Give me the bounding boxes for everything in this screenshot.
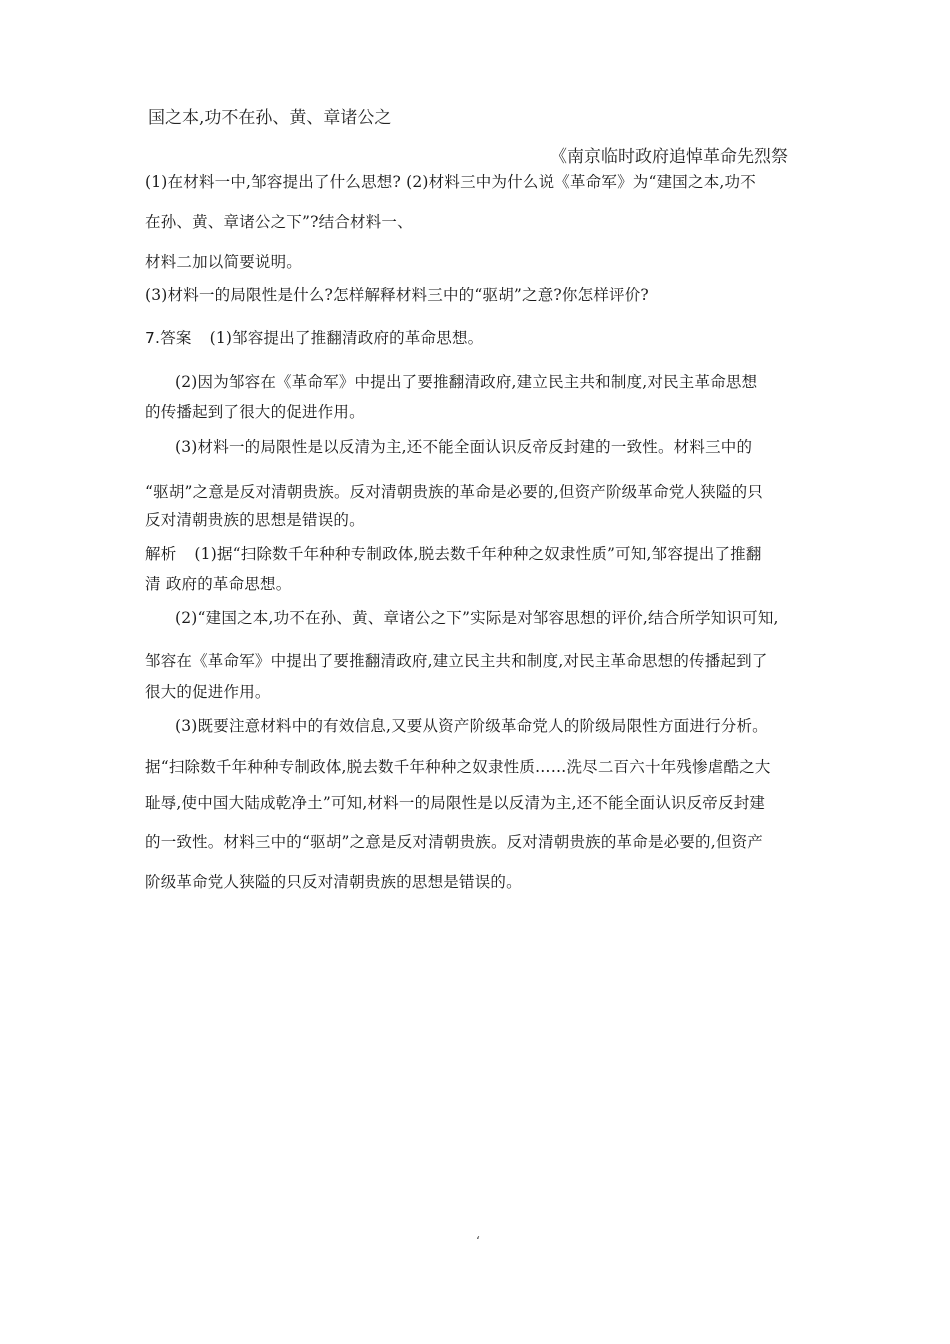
answer-text-1: (1)邹容提出了推翻清政府的革命思想。	[209, 329, 484, 347]
clipped-header-text: 国之本,功不在孙、黄、章诸公之	[148, 108, 392, 128]
question-line-2: 在孙、黄、章诸公之下”?结合材料一、	[145, 213, 413, 231]
analysis-label: 解析	[145, 545, 177, 563]
analysis-3-line-3: 耻辱,使中国大陆成乾净土”可知,材料一的局限性是以反清为主,还不能全面认识反帝反封建	[145, 794, 766, 812]
answer-2-line-1: (2)因为邹容在《革命军》中提出了要推翻清政府,建立民主共和制度,对民主革命思想	[175, 373, 758, 391]
answer-line-1	[145, 328, 483, 348]
answer-3-line-2: “驱胡”之意是反对清朝贵族。反对清朝贵族的革命是必要的,但资产阶级革命党人狭隘的只	[145, 483, 763, 501]
answer-3-line-3: 反对清朝贵族的思想是错误的。	[145, 511, 365, 529]
answer-2-line-2: 的传播起到了很大的促进作用。	[145, 403, 365, 421]
question-line-4: (3)材料一的局限性是什么?怎样解释材料三中的“驱胡”之意?你怎样评价?	[145, 286, 649, 304]
question-line-3: 材料二加以简要说明。	[145, 253, 303, 271]
analysis-3-line-5: 阶级革命党人狭隘的只反对清朝贵族的思想是错误的。	[145, 873, 522, 891]
analysis-line-1	[145, 544, 762, 564]
analysis-2-line-3: 很大的促进作用。	[145, 683, 271, 701]
analysis-3-line-2: 据“扫除数千年种种专制政体,脱去数千年种种之奴隶性质……洗尽二百六十年残惨虐酷之大	[145, 758, 771, 776]
analysis-1-line-2: 清 政府的革命思想。	[145, 575, 292, 593]
question-line-1: (1)在材料一中,邹容提出了什么思想? (2)材料三中为什么说《革命军》为“建国之本,功不	[145, 173, 756, 191]
answer-label: 7.答案	[145, 329, 192, 347]
analysis-3-line-1: (3)既要注意材料中的有效信息,又要从资产阶级革命党人的阶级局限性方面进行分析。	[175, 717, 768, 735]
analysis-2-line-1: (2)“建国之本,功不在孙、黄、章诸公之下”实际是对邹容思想的评价,结合所学知识可知,	[175, 609, 779, 627]
clipped-source-citation: 《南京临时政府追悼革命先烈祭	[550, 147, 788, 167]
analysis-3-line-4: 的一致性。材料三中的“驱胡”之意是反对清朝贵族。反对清朝贵族的革命是必要的,但资产	[145, 833, 763, 851]
answer-3-line-1: (3)材料一的局限性是以反清为主,还不能全面认识反帝反封建的一致性。材料三中的	[175, 438, 753, 456]
analysis-text-1: (1)据“扫除数千年种种专制政体,脱去数千年种种之奴隶性质”可知,邹容提出了推翻	[194, 545, 762, 563]
analysis-2-line-2: 邹容在《革命军》中提出了要推翻清政府,建立民主共和制度,对民主革命思想的传播起到了	[145, 652, 768, 670]
page-footer-mark: ‘	[476, 1234, 480, 1248]
